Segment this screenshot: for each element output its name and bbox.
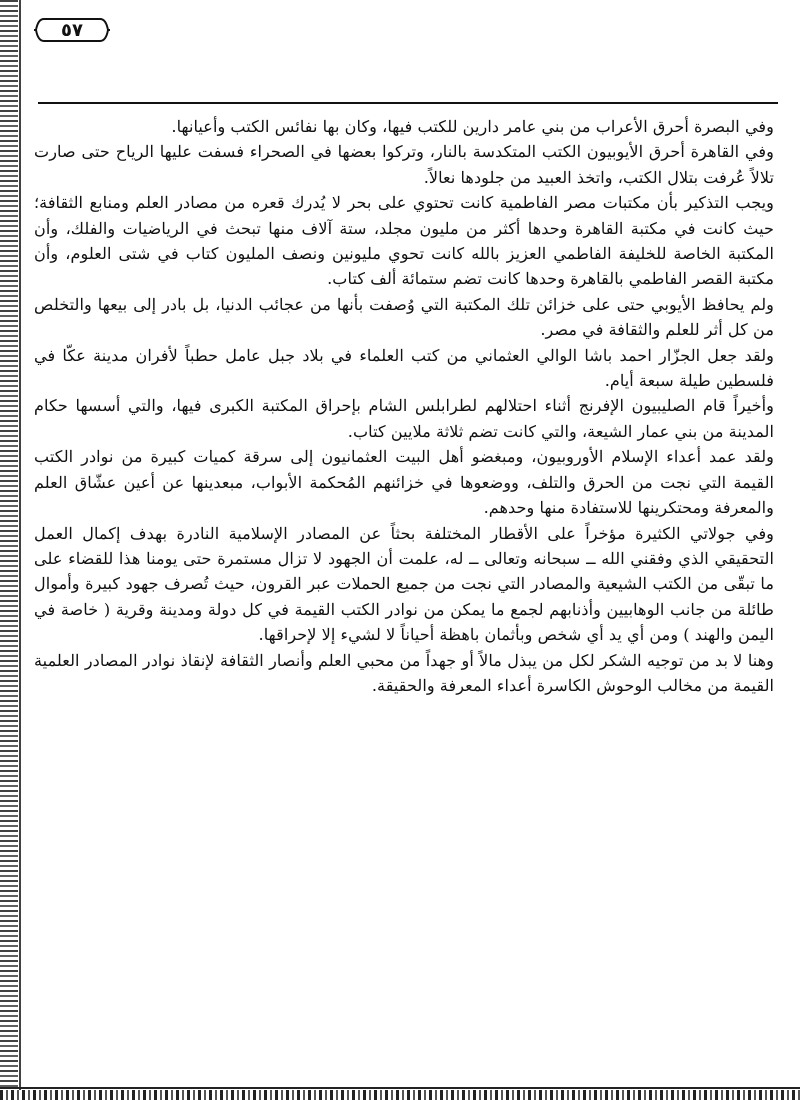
- header-rule: [38, 102, 778, 104]
- paragraph: ويجب التذكير بأن مكتبات مصر الفاطمية كانت تحتوي على بحر لا يُدرك قعره من مصادر العلم ومنابع الثقافة؛ حيث كانت في مكتبة القاهرة وحدها أكثر من مليون مجلد، ستة آلاف منها تبحث في الرياضيات والفلك، وأن المكتبة الخاصة للخليفة الفاطمي العزيز بالله كانت تحوي مليونين ونصف المليون كتاب في شتى العلوم، وأن مكتبة القصر الفاطمي بالقاهرة وحدها كانت تضم ستمائة ألف كتاب.: [34, 193, 774, 289]
- decorative-left-border: [0, 0, 18, 1100]
- paragraph: ولقد عمد أعداء الإسلام الأوروبيون، ومبغضو أهل البيت العثمانيون إلى سرقة كميات كبيرة من نوادر الكتب القيمة التي نجت من الحرق والتلف، ووضعوها في خزائنهم المُحكمة الأبواب، مبعدينها عن أعين عشّاق العلم والمعرفة ومحتكرينها للاستفادة منها وحدهم.: [34, 447, 774, 518]
- paragraph: وهنا لا بد من توجيه الشكر لكل من يبذل مالاً أو جهداً من محبي العلم وأنصار الثقافة لإنقاذ نوادر المصادر العلمية القيمة من مخالب الوحوش الكاسرة أعداء المعرفة والحقيقة.: [34, 650, 774, 695]
- paragraph: ولقد جعل الجزّار احمد باشا الوالي العثماني من كتب العلماء في بلاد جبل عامل حطباً لأفران مدينة عكّا في فلسطين طيلة سبعة أيام.: [34, 345, 774, 391]
- paragraph: وفي جولاتي الكثيرة مؤخراً على الأقطار المختلفة بحثاً عن المصادر الإسلامية النادرة بهدف إكمال العمل التحقيقي الذي وفقني الله ــ سبحانه وتعالى ــ له، علمت أن الجهود لا تزال مستمرة حتى يومنا هذا للقضاء على ما تبقّى من الكتب الشيعية والمصادر التي نجت من جميع الحملات عبر القرون، حيث تُصرف جهود كبيرة وأموال طائلة من جانب الوهابيين وأذنابهم لجمع ما يمكن من نوادر الكتب القيمة في كل دولة ومدينة وقرية ( خاصة في اليمن والهند ) ومن أي يد أي شخص وبأثمان باهظة أحياناً لا لشيء إلا لإحراقها.: [34, 523, 774, 645]
- page-body: [34, 114, 774, 698]
- decorative-bottom-border: [0, 1090, 800, 1100]
- paragraph: وفي القاهرة أحرق الأيوبيون الكتب المتكدسة بالنار، وتركوا بعضها في الصحراء فسفت عليها الرياح حتى صارت تلالاً عُرفت بتلال الكتب، واتخذ العبيد من جلودها نعالاً.: [34, 142, 774, 187]
- paragraph: وفي البصرة أحرق الأعراب من بني عامر دارين للكتب فيها، وكان بها نفائس الكتب وأعيانها.: [171, 117, 774, 136]
- page-number: ٥٧: [61, 19, 83, 41]
- paragraph: وأخيراً قام الصليبيون الإفرنج أثناء احتلالهم لطرابلس الشام بإحراق المكتبة الكبرى فيها، والتي أسسها حكام المدينة من بني عمار الشيعة، والتي كانت تضم ثلاثة ملايين كتاب.: [34, 396, 774, 441]
- page-number-badge: [34, 16, 110, 44]
- paragraph: ولم يحافظ الأيوبي حتى على خزائن تلك المكتبة التي وُصفت بأنها من عجائب الدنيا، بل بادر إلى بيعها والتخلص من كل أثر للعلم والثقافة في مصر.: [34, 294, 774, 340]
